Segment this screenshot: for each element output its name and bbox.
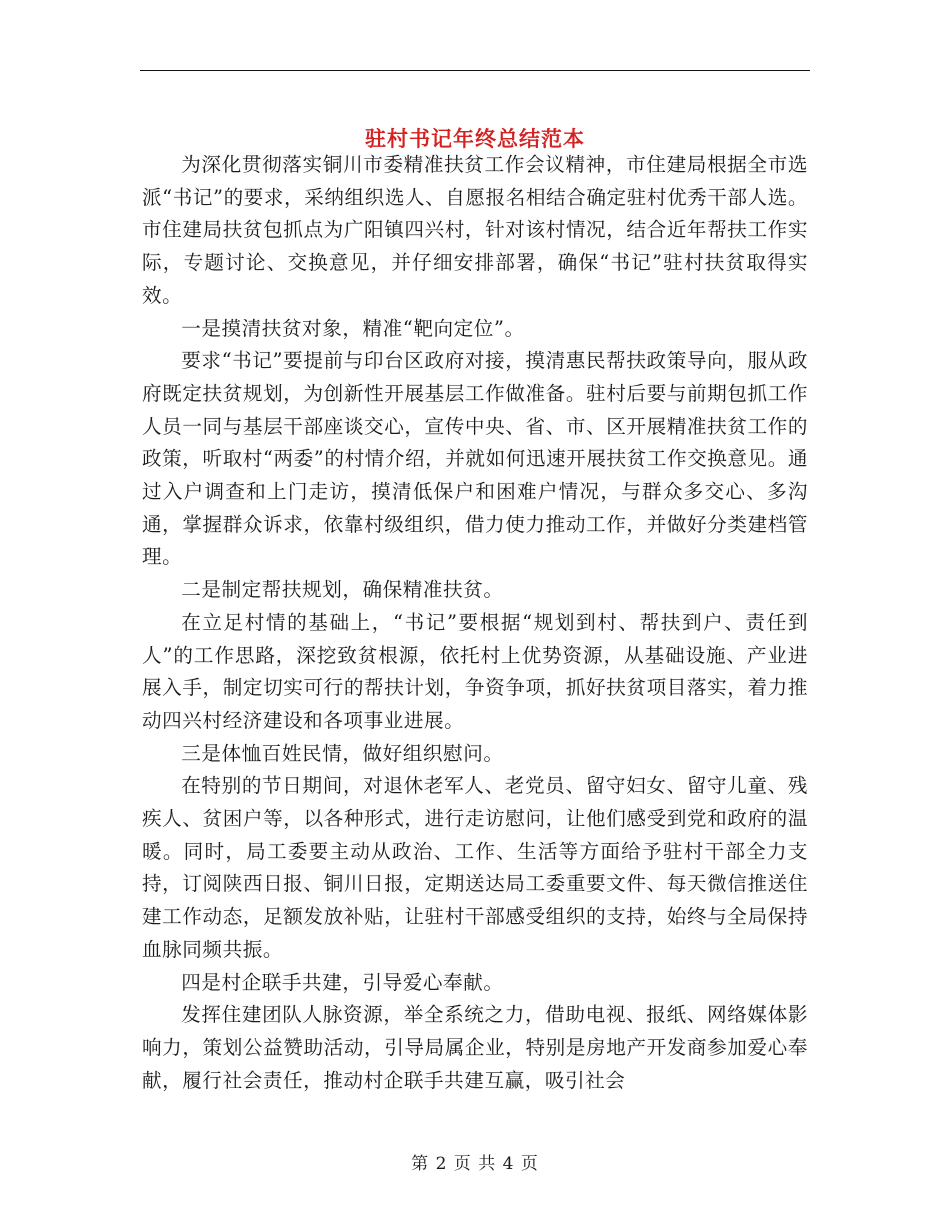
heading-point-two: 二是制定帮扶规划，确保精准扶贫。 <box>181 578 504 602</box>
document-title: 驻村书记年终总结范本 <box>365 127 585 152</box>
paragraph-point-two: 在立足村情的基础上，“书记”要根据“规划到村、帮扶到户、责任到人”的工作思路，深挖致贫根源，依托村上优势资源，从基础设施、产业进展入手，制定切实可行的帮扶计划，争资争项，抓好扶贫项目落实，着力推动四兴村经济建设和各项事业进展。 <box>142 610 808 732</box>
paragraph-point-four: 发挥住建团队人脉资源，举全系统之力，借助电视、报纸、网络媒体影响力，策划公益赞助活动，引导局属企业，特别是房地产开发商参加爱心奉献，履行社会责任，推动村企联手共建互赢，吸引社会 <box>142 1003 808 1092</box>
heading-point-three: 三是体恤百姓民情，做好组织慰问。 <box>181 741 504 765</box>
header-rule <box>140 70 810 71</box>
document-body <box>142 149 808 1097</box>
heading-point-one: 一是摸清扶贫对象，精准“靶向定位”。 <box>181 316 525 340</box>
paragraph-point-one: 要求“书记”要提前与印台区政府对接，摸清惠民帮扶政策导向，服从政府既定扶贫规划，为创新性开展基层工作做准备。驻村后要与前期包抓工作人员一同与基层干部座谈交心，宣传中央、省、市、区开展精准扶贫工作的政策，听取村“两委”的村情介绍，并就如何迅速开展扶贫工作交换意见。通过入户调查和上门走访，摸清低保户和困难户情况，与群众多交心、多沟通，掌握群众诉求，依靠村级组织，借力使力推动工作，并做好分类建档管理。 <box>142 349 808 569</box>
page-number: 第 2 页 共 4 页 <box>411 1154 539 1174</box>
paragraph-intro: 为深化贯彻落实铜川市委精准扶贫工作会议精神，市住建局根据全市选派“书记”的要求，采纳组织选人、自愿报名相结合确定驻村优秀干部人选。市住建局扶贫包抓点为广阳镇四兴村，针对该村情况，结合近年帮扶工作实际，专题讨论、交换意见，并仔细安排部署，确保“书记”驻村扶贫取得实效。 <box>142 153 808 307</box>
heading-point-four: 四是村企联手共建，引导爱心奉献。 <box>181 970 504 994</box>
paragraph-point-three: 在特别的节日期间，对退休老军人、老党员、留守妇女、留守儿童、残疾人、贫困户等，以各种形式，进行走访慰问，让他们感受到党和政府的温暖。同时，局工委要主动从政治、工作、生活等方面给予驻村干部全力支持，订阅陕西日报、铜川日报，定期送达局工委重要文件、每天微信推送住建工作动态，足额发放补贴，让驻村干部感受组织的支持，始终与全局保持血脉同频共振。 <box>142 774 808 961</box>
